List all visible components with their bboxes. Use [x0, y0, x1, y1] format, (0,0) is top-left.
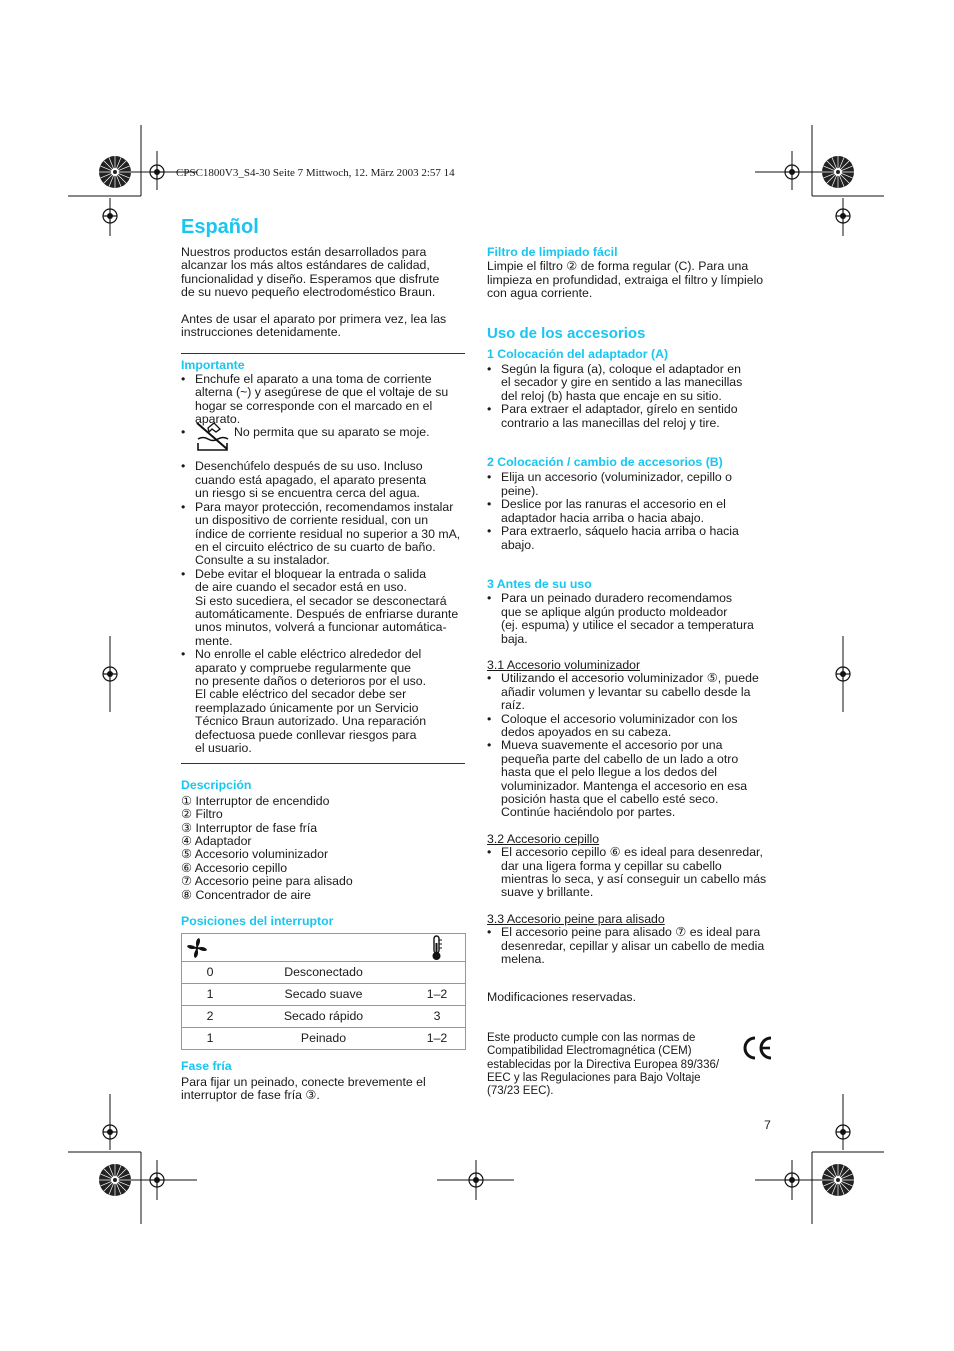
- list-item: ⑦ Accesorio peine para alisado: [181, 874, 353, 889]
- list-item: • Deslice por las ranuras el accesorio en el adaptador hacia arriba o hacia abajo.: [487, 498, 773, 525]
- section-1-heading: 1 Colocación del adaptador (A): [487, 346, 669, 361]
- list-item: ⑤ Accesorio voluminizador: [181, 847, 329, 862]
- list-item: • No enrolle el cable eléctrico alrededor del aparato y compruebe regularmente que no presente daños o deterioros por el uso. El cable eléctrico del secador debe ser reemplazado únicamente por un Servicio Técnico Braun autorizado. Una reparación defectuosa puede conllevar riesgos para el usuario.: [181, 648, 465, 755]
- list-item: • Desenchúfelo después de su uso. Incluso cuando está apagado, el aparato presenta un riesgo si se encuentra cerca del agua.: [181, 460, 465, 500]
- divider: [181, 763, 465, 764]
- filtro-text: Limpie el filtro ② de forma regular (C). Para una limpieza en profundidad, extraiga el filtro y límpielo con agua corriente.: [487, 259, 764, 301]
- list-item: ① Interruptor de encendido: [181, 793, 330, 808]
- list-item: • Enchufe el aparato a una toma de corriente alterna (~) y asegúrese de que el voltaje de su hogar se corresponde con el marcado en el aparato.: [181, 373, 465, 427]
- section-2-heading: 2 Colocación / cambio de accesorios (B): [487, 455, 723, 470]
- list-item: • Mueva suavemente el accesorio por una pequeña parte del cabello de un lado a otro hasta que el pelo llegue a los dedos del voluminizador. Mantenga el accesorio en esa posición hasta que el cabello esté seco. Continúe haciéndolo por partes.: [487, 739, 773, 819]
- list-item: • Para extraerlo, sáquelo hacia arriba o hacia abajo.: [487, 525, 773, 552]
- table-row: 0 Desconectado: [182, 962, 466, 984]
- list-item: • Elija un accesorio (voluminizador, cepillo o peine).: [487, 471, 773, 498]
- section-2-list: [487, 471, 773, 551]
- list-item: • Según la figura (a), coloque el adaptador en el secador y gire en sentido a las manecillas del reloj (b) hasta que encaje en su sitio.: [487, 363, 773, 403]
- no-water-icon: [194, 420, 230, 455]
- importante-heading: Importante: [181, 358, 245, 373]
- no-water-text: • No permita que su aparato se moje.: [234, 425, 430, 440]
- posiciones-heading: Posiciones del interruptor: [181, 914, 334, 929]
- print-header: CPSC1800V3_S4-30 Seite 7 Mittwoch, 12. März 2003 2:57 14: [176, 167, 455, 179]
- descripcion-list: [181, 795, 465, 902]
- section-3-2-list: [487, 846, 773, 900]
- thermometer-icon: [430, 940, 444, 954]
- compliance-text: Este producto cumple con las normas de Compatibilidad Electromagnética (CEM) establecidas por la Directiva Europea 89/336/ EEC y las Regulaciones para Bajo Voltaje (73/23 EEC).: [487, 1032, 720, 1098]
- table-row: 2 Secado rápido 3: [182, 1006, 466, 1028]
- fase-fria-heading: Fase fría: [181, 1059, 232, 1074]
- filtro-heading: Filtro de limpiado fácil: [487, 245, 618, 259]
- list-item: ③ Interruptor de fase fría: [181, 820, 318, 835]
- fase-fria-text: Para fijar un peinado, conecte brevemente el interruptor de fase fría ③.: [181, 1074, 426, 1103]
- table-row: 1 Peinado 1–2: [182, 1028, 466, 1050]
- section-3-1-list: [487, 672, 773, 819]
- switch-positions-table: [181, 933, 466, 1050]
- divider: [181, 353, 465, 354]
- uso-heading: Uso de los accesorios: [487, 324, 646, 342]
- list-item: • El accesorio peine para alisado ⑦ es ideal para desenredar, cepillar y alisar un cabello de media melena.: [487, 926, 773, 966]
- page-number: 7: [764, 1118, 771, 1132]
- modificaciones-text: Modificaciones reservadas.: [487, 990, 636, 1005]
- list-item: • Utilizando el accesorio voluminizador ⑤, puede añadir volumen y levantar su cabello desde la raíz.: [487, 672, 773, 712]
- section-3-3-list: [487, 926, 773, 966]
- left-column: [181, 246, 465, 1103]
- intro-paragraph-2: Antes de usar el aparato por primera vez, lea las instrucciones detenidamente.: [181, 311, 447, 340]
- table-header-row: [182, 934, 466, 962]
- list-item: • Debe evitar el bloquear la entrada o salida de aire cuando el secador está en uso. Si esto sucediera, el secador se desconectará automáticamente. Después de enfriarse durante unos minutos, volverá a funcionar automática- mente.: [181, 568, 465, 648]
- intro-paragraph-1: Nuestros productos están desarrollados para alcanzar los más altos estándares de calidad, funcionalidad y diseño. Esperamos que disfrute de su nuevo pequeño electrodoméstico Braun.: [181, 245, 440, 300]
- list-item: • Para extraer el adaptador, gírelo en sentido contrario a las manecillas del reloj y tire.: [487, 403, 773, 430]
- list-item: • Para mayor protección, recomendamos instalar un dispositivo de corriente residual, con un índice de corriente residual no superior a 30 mA, en el circuito eléctrico de su cuarto de baño. Consulte a su instalador.: [181, 501, 465, 568]
- section-1-list: [487, 363, 773, 430]
- right-column: [487, 246, 773, 1005]
- list-item: ② Filtro: [181, 807, 223, 822]
- table-row: 1 Secado suave 1–2: [182, 984, 466, 1006]
- descripcion-heading: Descripción: [181, 778, 252, 793]
- ce-mark-logo: [741, 1032, 773, 1064]
- section-3-2-heading: 3.2 Accesorio cepillo: [487, 831, 600, 846]
- list-item: • El accesorio cepillo ⑥ es ideal para desenredar, dar una ligera forma y cepillar su cabello mientras lo seca, y así conseguir un cabello más suave y brillante.: [487, 846, 773, 900]
- list-item: [181, 426, 465, 460]
- section-3-list: [487, 592, 773, 646]
- list-item: ④ Adaptador: [181, 834, 252, 849]
- list-item: • Coloque el accesorio voluminizador con los dedos apoyados en su cabeza.: [487, 713, 773, 740]
- list-item: • Para un peinado duradero recomendamos que se aplique algún producto moldeador (ej. espuma) y utilice el secador a temperatura baja.: [487, 592, 773, 646]
- list-item: ⑧ Concentrador de aire: [181, 887, 311, 902]
- page-title: Español: [181, 216, 259, 238]
- section-3-heading: 3 Antes de su uso: [487, 576, 592, 591]
- section-3-3-heading: 3.3 Accesorio peine para alisado: [487, 911, 665, 926]
- importante-list: [181, 373, 465, 756]
- section-3-1-heading: 3.1 Accesorio voluminizador: [487, 657, 641, 672]
- list-item: ⑥ Accesorio cepillo: [181, 860, 288, 875]
